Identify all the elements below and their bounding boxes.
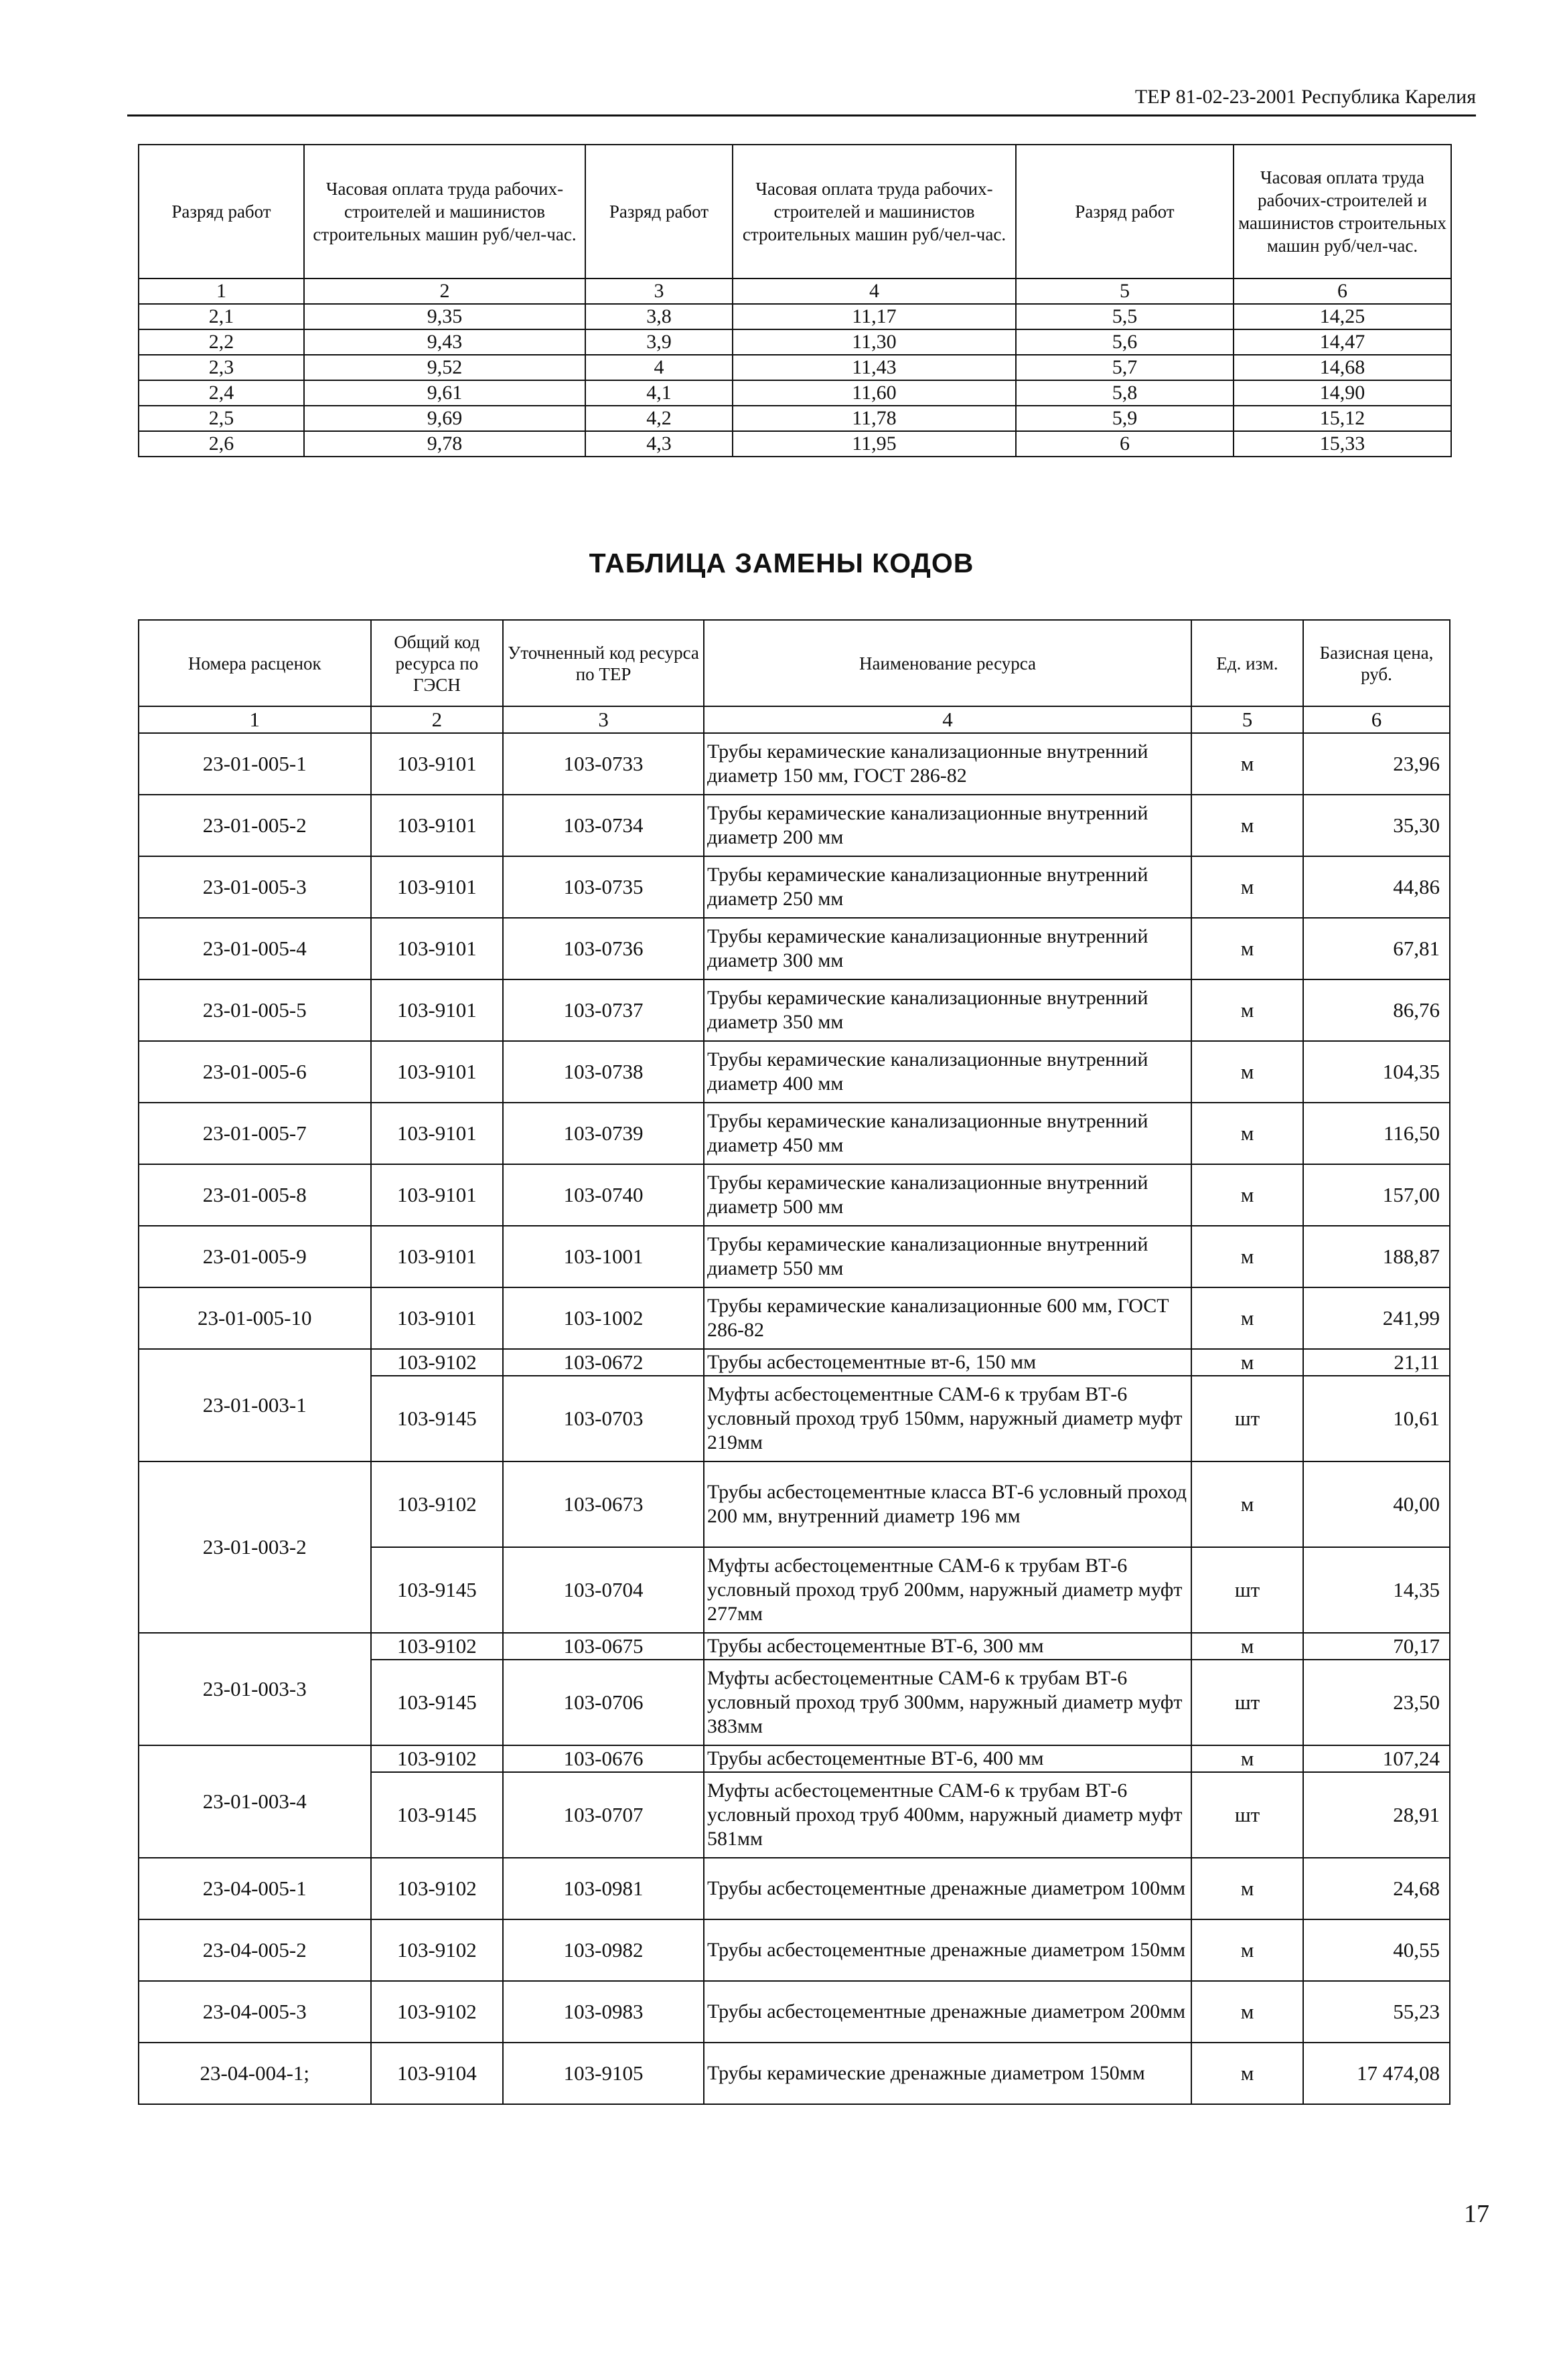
codes-index-cell: 2 xyxy=(371,706,504,733)
price-cell: 14,35 xyxy=(1303,1547,1450,1633)
ter-code-cell: 103-0733 xyxy=(503,733,704,795)
unit-cell: м xyxy=(1191,1919,1303,1981)
ter-code-cell: 103-1001 xyxy=(503,1226,704,1287)
rate-header-cell: Разряд работ xyxy=(585,145,733,279)
gesn-code-cell: 103-9101 xyxy=(371,1226,504,1287)
rate-number-cell: 23-01-003-2 xyxy=(139,1461,371,1633)
rate-cell: 5,5 xyxy=(1016,304,1234,329)
ter-code-cell: 103-0675 xyxy=(503,1633,704,1660)
table-row xyxy=(139,1858,1450,1919)
codes-header-cell: Базисная цена, руб. xyxy=(1303,620,1450,706)
ter-code-cell: 103-0739 xyxy=(503,1103,704,1164)
table-row xyxy=(139,304,1451,329)
table-row xyxy=(139,856,1450,918)
unit-cell: м xyxy=(1191,918,1303,979)
rate-header-cell: Часовая оплата труда рабочих-строителей и машинистов строительных машин руб/чел-час. xyxy=(304,145,585,279)
codes-header-cell: Наименование ресурса xyxy=(704,620,1191,706)
rate-number-cell: 23-01-005-6 xyxy=(139,1041,371,1103)
price-cell: 23,50 xyxy=(1303,1660,1450,1745)
code-replacement-table xyxy=(138,619,1450,2105)
rate-cell: 15,12 xyxy=(1234,406,1451,431)
rate-number-cell: 23-01-005-3 xyxy=(139,856,371,918)
resource-name-cell: Трубы асбестоцементные ВТ-6, 300 мм xyxy=(704,1633,1191,1660)
rate-cell: 4,1 xyxy=(585,380,733,406)
price-cell: 116,50 xyxy=(1303,1103,1450,1164)
rate-number-cell: 23-01-005-5 xyxy=(139,979,371,1041)
codes-index-cell: 3 xyxy=(503,706,704,733)
rate-number-cell: 23-01-005-9 xyxy=(139,1226,371,1287)
rate-cell: 15,33 xyxy=(1234,431,1451,457)
header-rule xyxy=(127,114,1476,116)
table-row xyxy=(139,380,1451,406)
gesn-code-cell: 103-9101 xyxy=(371,733,504,795)
resource-name-cell: Трубы асбестоцементные дренажные диаметром 150мм xyxy=(704,1919,1191,1981)
resource-name-cell: Трубы керамические канализационные внутренний диаметр 250 мм xyxy=(704,856,1191,918)
table-row xyxy=(139,733,1450,795)
unit-cell: шт xyxy=(1191,1660,1303,1745)
codes-header-cell: Уточненный код ресурса по ТЕР xyxy=(503,620,704,706)
codes-index-row xyxy=(139,706,1450,733)
rate-cell: 3,9 xyxy=(585,329,733,355)
rate-cell: 5,7 xyxy=(1016,355,1234,380)
resource-name-cell: Трубы керамические канализационные внутренний диаметр 350 мм xyxy=(704,979,1191,1041)
rate-cell: 9,69 xyxy=(304,406,585,431)
unit-cell: шт xyxy=(1191,1772,1303,1858)
price-cell: 70,17 xyxy=(1303,1633,1450,1660)
page-number: 17 xyxy=(1464,2200,1489,2228)
ter-code-cell: 103-0738 xyxy=(503,1041,704,1103)
rate-cell: 4 xyxy=(585,355,733,380)
ter-code-cell: 103-0704 xyxy=(503,1547,704,1633)
rate-number-cell: 23-01-003-1 xyxy=(139,1349,371,1461)
table-row xyxy=(139,1981,1450,2043)
ter-code-cell: 103-0707 xyxy=(503,1772,704,1858)
unit-cell: м xyxy=(1191,1633,1303,1660)
rate-cell: 11,78 xyxy=(733,406,1016,431)
gesn-code-cell: 103-9145 xyxy=(371,1376,504,1461)
codes-index-cell: 1 xyxy=(139,706,371,733)
ter-code-cell: 103-0673 xyxy=(503,1461,704,1547)
rate-cell: 3,8 xyxy=(585,304,733,329)
resource-name-cell: Трубы керамические канализационные внутренний диаметр 300 мм xyxy=(704,918,1191,979)
resource-name-cell: Трубы керамические канализационные 600 мм, ГОСТ 286-82 xyxy=(704,1287,1191,1349)
rate-number-cell: 23-04-005-3 xyxy=(139,1981,371,2043)
ter-code-cell: 103-0672 xyxy=(503,1349,704,1376)
rate-cell: 5 xyxy=(1016,279,1234,304)
rate-cell: 2,1 xyxy=(139,304,304,329)
resource-name-cell: Трубы керамические канализационные внутренний диаметр 500 мм xyxy=(704,1164,1191,1226)
price-cell: 10,61 xyxy=(1303,1376,1450,1461)
gesn-code-cell: 103-9102 xyxy=(371,1981,504,2043)
gesn-code-cell: 103-9102 xyxy=(371,1858,504,1919)
rate-cell: 14,90 xyxy=(1234,380,1451,406)
unit-cell: м xyxy=(1191,1287,1303,1349)
unit-cell: шт xyxy=(1191,1547,1303,1633)
rate-number-cell: 23-01-003-3 xyxy=(139,1633,371,1745)
rate-header-cell: Разряд работ xyxy=(139,145,304,279)
table-row xyxy=(139,979,1450,1041)
resource-name-cell: Муфты асбестоцементные САМ-6 к трубам ВТ-6 условный проход труб 150мм, наружный диаметр муфт 219мм xyxy=(704,1376,1191,1461)
rate-cell: 4 xyxy=(733,279,1016,304)
rate-cell: 11,95 xyxy=(733,431,1016,457)
resource-name-cell: Муфты асбестоцементные САМ-6 к трубам ВТ-6 условный проход труб 200мм, наружный диаметр муфт 277мм xyxy=(704,1547,1191,1633)
price-cell: 21,11 xyxy=(1303,1349,1450,1376)
rate-number-cell: 23-04-004-1; xyxy=(139,2043,371,2104)
codes-table-header-row xyxy=(139,620,1450,706)
table-row xyxy=(139,431,1451,457)
rate-cell: 2,4 xyxy=(139,380,304,406)
rate-cell: 5,9 xyxy=(1016,406,1234,431)
unit-cell: м xyxy=(1191,733,1303,795)
rate-cell: 4,3 xyxy=(585,431,733,457)
unit-cell: м xyxy=(1191,1164,1303,1226)
price-cell: 35,30 xyxy=(1303,795,1450,856)
unit-cell: м xyxy=(1191,1103,1303,1164)
rate-cell: 6 xyxy=(1234,279,1451,304)
ter-code-cell: 103-0740 xyxy=(503,1164,704,1226)
rate-number-cell: 23-04-005-2 xyxy=(139,1919,371,1981)
gesn-code-cell: 103-9101 xyxy=(371,918,504,979)
price-cell: 107,24 xyxy=(1303,1745,1450,1772)
codes-header-cell: Ед. изм. xyxy=(1191,620,1303,706)
unit-cell: м xyxy=(1191,1226,1303,1287)
gesn-code-cell: 103-9102 xyxy=(371,1461,504,1547)
rate-cell: 11,17 xyxy=(733,304,1016,329)
price-cell: 24,68 xyxy=(1303,1858,1450,1919)
codes-index-cell: 4 xyxy=(704,706,1191,733)
price-cell: 104,35 xyxy=(1303,1041,1450,1103)
ter-code-cell: 103-1002 xyxy=(503,1287,704,1349)
table-row xyxy=(139,1103,1450,1164)
rate-header-cell: Часовая оплата труда рабочих-строителей и машинистов строительных машин руб/чел-час. xyxy=(733,145,1016,279)
codes-index-cell: 6 xyxy=(1303,706,1450,733)
table-row xyxy=(139,329,1451,355)
price-cell: 86,76 xyxy=(1303,979,1450,1041)
rate-cell: 2,2 xyxy=(139,329,304,355)
price-cell: 23,96 xyxy=(1303,733,1450,795)
unit-cell: м xyxy=(1191,1349,1303,1376)
rate-header-cell: Часовая оплата труда рабочих-строителей и машинистов строительных машин руб/чел-час. xyxy=(1234,145,1451,279)
table-row xyxy=(139,1745,1450,1772)
rate-cell: 4,2 xyxy=(585,406,733,431)
rate-number-cell: 23-01-003-4 xyxy=(139,1745,371,1858)
table-row xyxy=(139,1287,1450,1349)
rate-header-cell: Разряд работ xyxy=(1016,145,1234,279)
ter-code-cell: 103-0703 xyxy=(503,1376,704,1461)
unit-cell: м xyxy=(1191,795,1303,856)
resource-name-cell: Трубы асбестоцементные класса ВТ-6 условный проход 200 мм, внутренний диаметр 196 мм xyxy=(704,1461,1191,1547)
table-row xyxy=(139,1041,1450,1103)
rate-cell: 9,43 xyxy=(304,329,585,355)
rate-number-cell: 23-01-005-1 xyxy=(139,733,371,795)
price-cell: 40,55 xyxy=(1303,1919,1450,1981)
resource-name-cell: Трубы асбестоцементные вт-6, 150 мм xyxy=(704,1349,1191,1376)
resource-name-cell: Трубы асбестоцементные ВТ-6, 400 мм xyxy=(704,1745,1191,1772)
rate-cell: 6 xyxy=(1016,431,1234,457)
codes-header-cell: Общий код ресурса по ГЭСН xyxy=(371,620,504,706)
gesn-code-cell: 103-9102 xyxy=(371,1633,504,1660)
ter-code-cell: 103-0706 xyxy=(503,1660,704,1745)
table-row xyxy=(139,1349,1450,1376)
price-cell: 67,81 xyxy=(1303,918,1450,979)
rate-cell: 11,60 xyxy=(733,380,1016,406)
table-row xyxy=(139,406,1451,431)
rate-cell: 2,6 xyxy=(139,431,304,457)
rate-cell: 2 xyxy=(304,279,585,304)
rate-cell: 3 xyxy=(585,279,733,304)
unit-cell: м xyxy=(1191,1461,1303,1547)
rate-cell: 1 xyxy=(139,279,304,304)
price-cell: 241,99 xyxy=(1303,1287,1450,1349)
gesn-code-cell: 103-9104 xyxy=(371,2043,504,2104)
price-cell: 44,86 xyxy=(1303,856,1450,918)
resource-name-cell: Трубы керамические дренажные диаметром 150мм xyxy=(704,2043,1191,2104)
rate-number-cell: 23-01-005-4 xyxy=(139,918,371,979)
unit-cell: м xyxy=(1191,1981,1303,2043)
rate-cell: 11,43 xyxy=(733,355,1016,380)
table-row xyxy=(139,355,1451,380)
rate-cell: 9,78 xyxy=(304,431,585,457)
table-row xyxy=(139,795,1450,856)
resource-name-cell: Трубы асбестоцементные дренажные диаметром 100мм xyxy=(704,1858,1191,1919)
rate-cell: 9,52 xyxy=(304,355,585,380)
gesn-code-cell: 103-9145 xyxy=(371,1772,504,1858)
rate-cell: 14,25 xyxy=(1234,304,1451,329)
unit-cell: шт xyxy=(1191,1376,1303,1461)
resource-name-cell: Муфты асбестоцементные САМ-6 к трубам ВТ-6 условный проход труб 300мм, наружный диаметр муфт 383мм xyxy=(704,1660,1191,1745)
gesn-code-cell: 103-9101 xyxy=(371,1103,504,1164)
price-cell: 157,00 xyxy=(1303,1164,1450,1226)
price-cell: 55,23 xyxy=(1303,1981,1450,2043)
resource-name-cell: Трубы керамические канализационные внутренний диаметр 550 мм xyxy=(704,1226,1191,1287)
price-cell: 188,87 xyxy=(1303,1226,1450,1287)
rate-table-header-row xyxy=(139,145,1451,279)
rate-cell: 2,3 xyxy=(139,355,304,380)
unit-cell: м xyxy=(1191,2043,1303,2104)
codes-header-cell: Номера расценок xyxy=(139,620,371,706)
unit-cell: м xyxy=(1191,1858,1303,1919)
gesn-code-cell: 103-9145 xyxy=(371,1660,504,1745)
table-row xyxy=(139,2043,1450,2104)
ter-code-cell: 103-0982 xyxy=(503,1919,704,1981)
gesn-code-cell: 103-9101 xyxy=(371,1164,504,1226)
price-cell: 40,00 xyxy=(1303,1461,1450,1547)
rate-cell: 2,5 xyxy=(139,406,304,431)
gesn-code-cell: 103-9102 xyxy=(371,1349,504,1376)
unit-cell: м xyxy=(1191,856,1303,918)
gesn-code-cell: 103-9101 xyxy=(371,856,504,918)
gesn-code-cell: 103-9102 xyxy=(371,1745,504,1772)
table-row xyxy=(139,1461,1450,1547)
document-title: ТЕР 81-02-23-2001 Республика Карелия xyxy=(1134,86,1476,108)
rate-cell: 5,8 xyxy=(1016,380,1234,406)
rate-number-cell: 23-01-005-10 xyxy=(139,1287,371,1349)
table-row xyxy=(139,1633,1450,1660)
resource-name-cell: Муфты асбестоцементные САМ-6 к трубам ВТ-6 условный проход труб 400мм, наружный диаметр муфт 581мм xyxy=(704,1772,1191,1858)
section-title: ТАБЛИЦА ЗАМЕНЫ КОДОВ xyxy=(589,548,974,578)
rate-number-cell: 23-04-005-1 xyxy=(139,1858,371,1919)
resource-name-cell: Трубы керамические канализационные внутренний диаметр 150 мм, ГОСТ 286-82 xyxy=(704,733,1191,795)
ter-code-cell: 103-0734 xyxy=(503,795,704,856)
unit-cell: м xyxy=(1191,1745,1303,1772)
rate-cell: 14,47 xyxy=(1234,329,1451,355)
gesn-code-cell: 103-9101 xyxy=(371,1041,504,1103)
price-cell: 17 474,08 xyxy=(1303,2043,1450,2104)
table-row xyxy=(139,1226,1450,1287)
gesn-code-cell: 103-9101 xyxy=(371,1287,504,1349)
gesn-code-cell: 103-9102 xyxy=(371,1919,504,1981)
rate-number-cell: 23-01-005-8 xyxy=(139,1164,371,1226)
rate-number-cell: 23-01-005-7 xyxy=(139,1103,371,1164)
resource-name-cell: Трубы керамические канализационные внутренний диаметр 200 мм xyxy=(704,795,1191,856)
table-row xyxy=(139,1919,1450,1981)
price-cell: 28,91 xyxy=(1303,1772,1450,1858)
resource-name-cell: Трубы керамические канализационные внутренний диаметр 450 мм xyxy=(704,1103,1191,1164)
ter-code-cell: 103-0676 xyxy=(503,1745,704,1772)
unit-cell: м xyxy=(1191,979,1303,1041)
resource-name-cell: Трубы керамические канализационные внутренний диаметр 400 мм xyxy=(704,1041,1191,1103)
resource-name-cell: Трубы асбестоцементные дренажные диаметром 200мм xyxy=(704,1981,1191,2043)
rate-cell: 14,68 xyxy=(1234,355,1451,380)
rate-cell: 11,30 xyxy=(733,329,1016,355)
ter-code-cell: 103-0983 xyxy=(503,1981,704,2043)
codes-index-cell: 5 xyxy=(1191,706,1303,733)
rate-number-cell: 23-01-005-2 xyxy=(139,795,371,856)
gesn-code-cell: 103-9145 xyxy=(371,1547,504,1633)
rate-cell: 9,35 xyxy=(304,304,585,329)
ter-code-cell: 103-0735 xyxy=(503,856,704,918)
wage-rate-table xyxy=(138,144,1452,457)
table-row xyxy=(139,1164,1450,1226)
rate-cell: 5,6 xyxy=(1016,329,1234,355)
table-row xyxy=(139,918,1450,979)
ter-code-cell: 103-0981 xyxy=(503,1858,704,1919)
gesn-code-cell: 103-9101 xyxy=(371,979,504,1041)
rate-index-row xyxy=(139,279,1451,304)
gesn-code-cell: 103-9101 xyxy=(371,795,504,856)
unit-cell: м xyxy=(1191,1041,1303,1103)
ter-code-cell: 103-0737 xyxy=(503,979,704,1041)
ter-code-cell: 103-0736 xyxy=(503,918,704,979)
rate-cell: 9,61 xyxy=(304,380,585,406)
ter-code-cell: 103-9105 xyxy=(503,2043,704,2104)
